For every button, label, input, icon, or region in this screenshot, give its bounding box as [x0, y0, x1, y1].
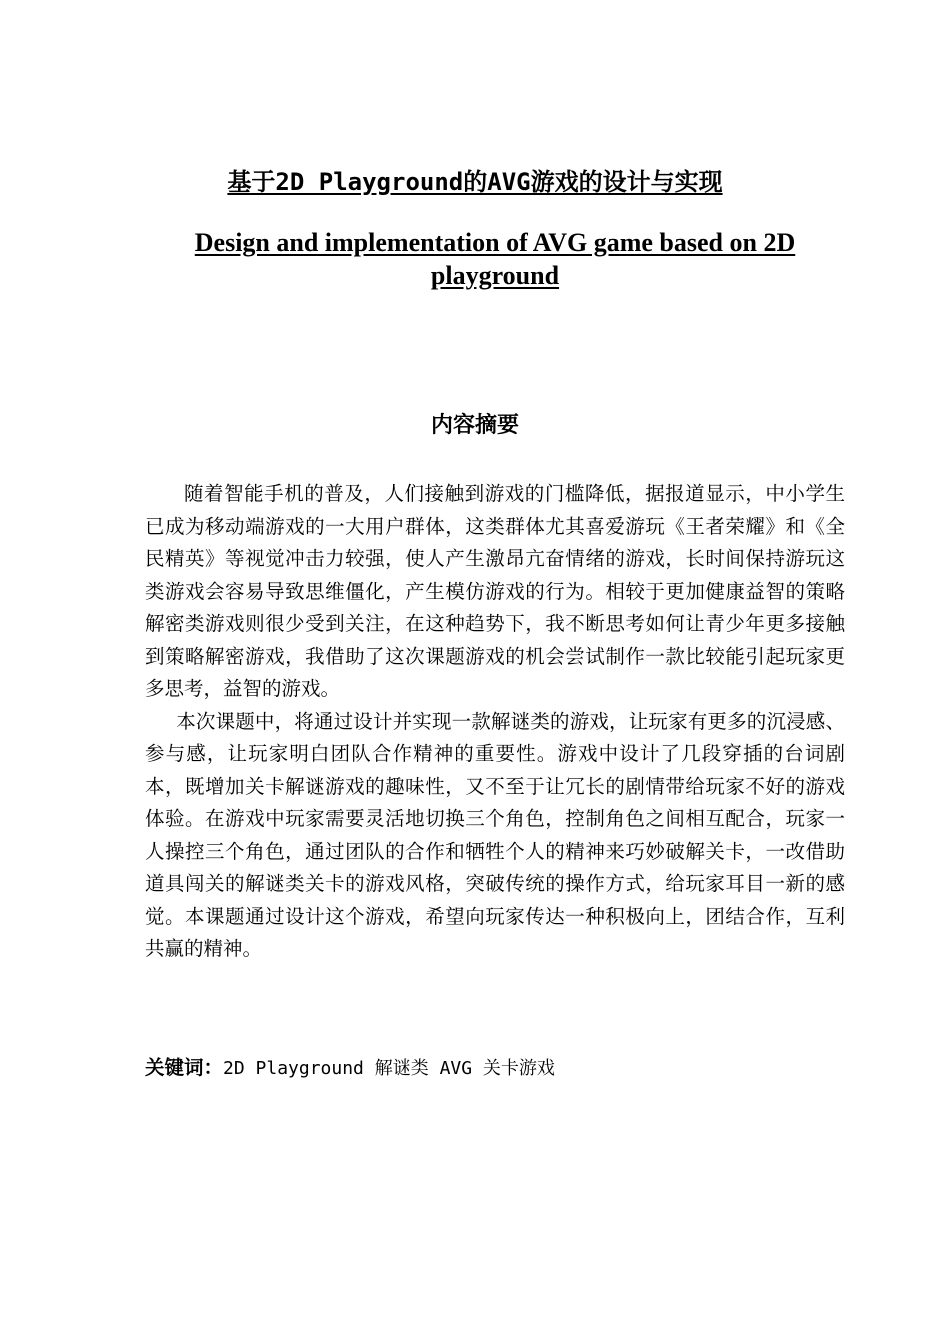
keywords-line: [145, 1052, 555, 1085]
chinese-title: 基于2D Playground的AVG游戏的设计与实现: [227, 168, 723, 196]
english-title: Design and implementation of AVG game based on 2D playground: [194, 228, 796, 290]
abstract-heading: 内容摘要: [430, 413, 519, 438]
abstract-body: [145, 478, 845, 966]
keywords-value: 2D Playground 解谜类 AVG 关卡游戏: [223, 1058, 555, 1079]
abstract-paragraph-2: 本次课题中，将通过设计并实现一款解谜类的游戏，让玩家有更多的沉浸感、参与感，让玩家明白团队合作精神的重要性。游戏中设计了几段穿插的台词剧本，既增加关卡解谜游戏的趣味性，又不至于让冗长的剧情带给玩家不好的游戏体验。在游戏中玩家需要灵活地切换三个角色，控制角色之间相互配合，玩家一人操控三个角色，通过团队的合作和牺牲个人的精神来巧妙破解关卡，一改借助道具闯关的解谜类关卡的游戏风格，突破传统的操作方式，给玩家耳目一新的感觉。本课题通过设计这个游戏，希望向玩家传达一种积极向上，团结合作，互利共赢的精神。: [145, 709, 845, 960]
abstract-paragraph-1: 随着智能手机的普及，人们接触到游戏的门槛降低，据报道显示，中小学生已成为移动端游戏的一大用户群体，这类群体尤其喜爱游玩《王者荣耀》和《全民精英》等视觉冲击力较强，使人产生激昂亢奋情绪的游戏，长时间保持游玩这类游戏会容易导致思维僵化，产生模仿游戏的行为。相较于更加健康益智的策略解密类游戏则很少受到关注，在这种趋势下，我不断思考如何让青少年更多接触到策略解密游戏，我借助了这次课题游戏的机会尝试制作一款比较能引起玩家更多思考，益智的游戏。: [145, 482, 845, 700]
keywords-label: 关键词：: [145, 1056, 224, 1079]
